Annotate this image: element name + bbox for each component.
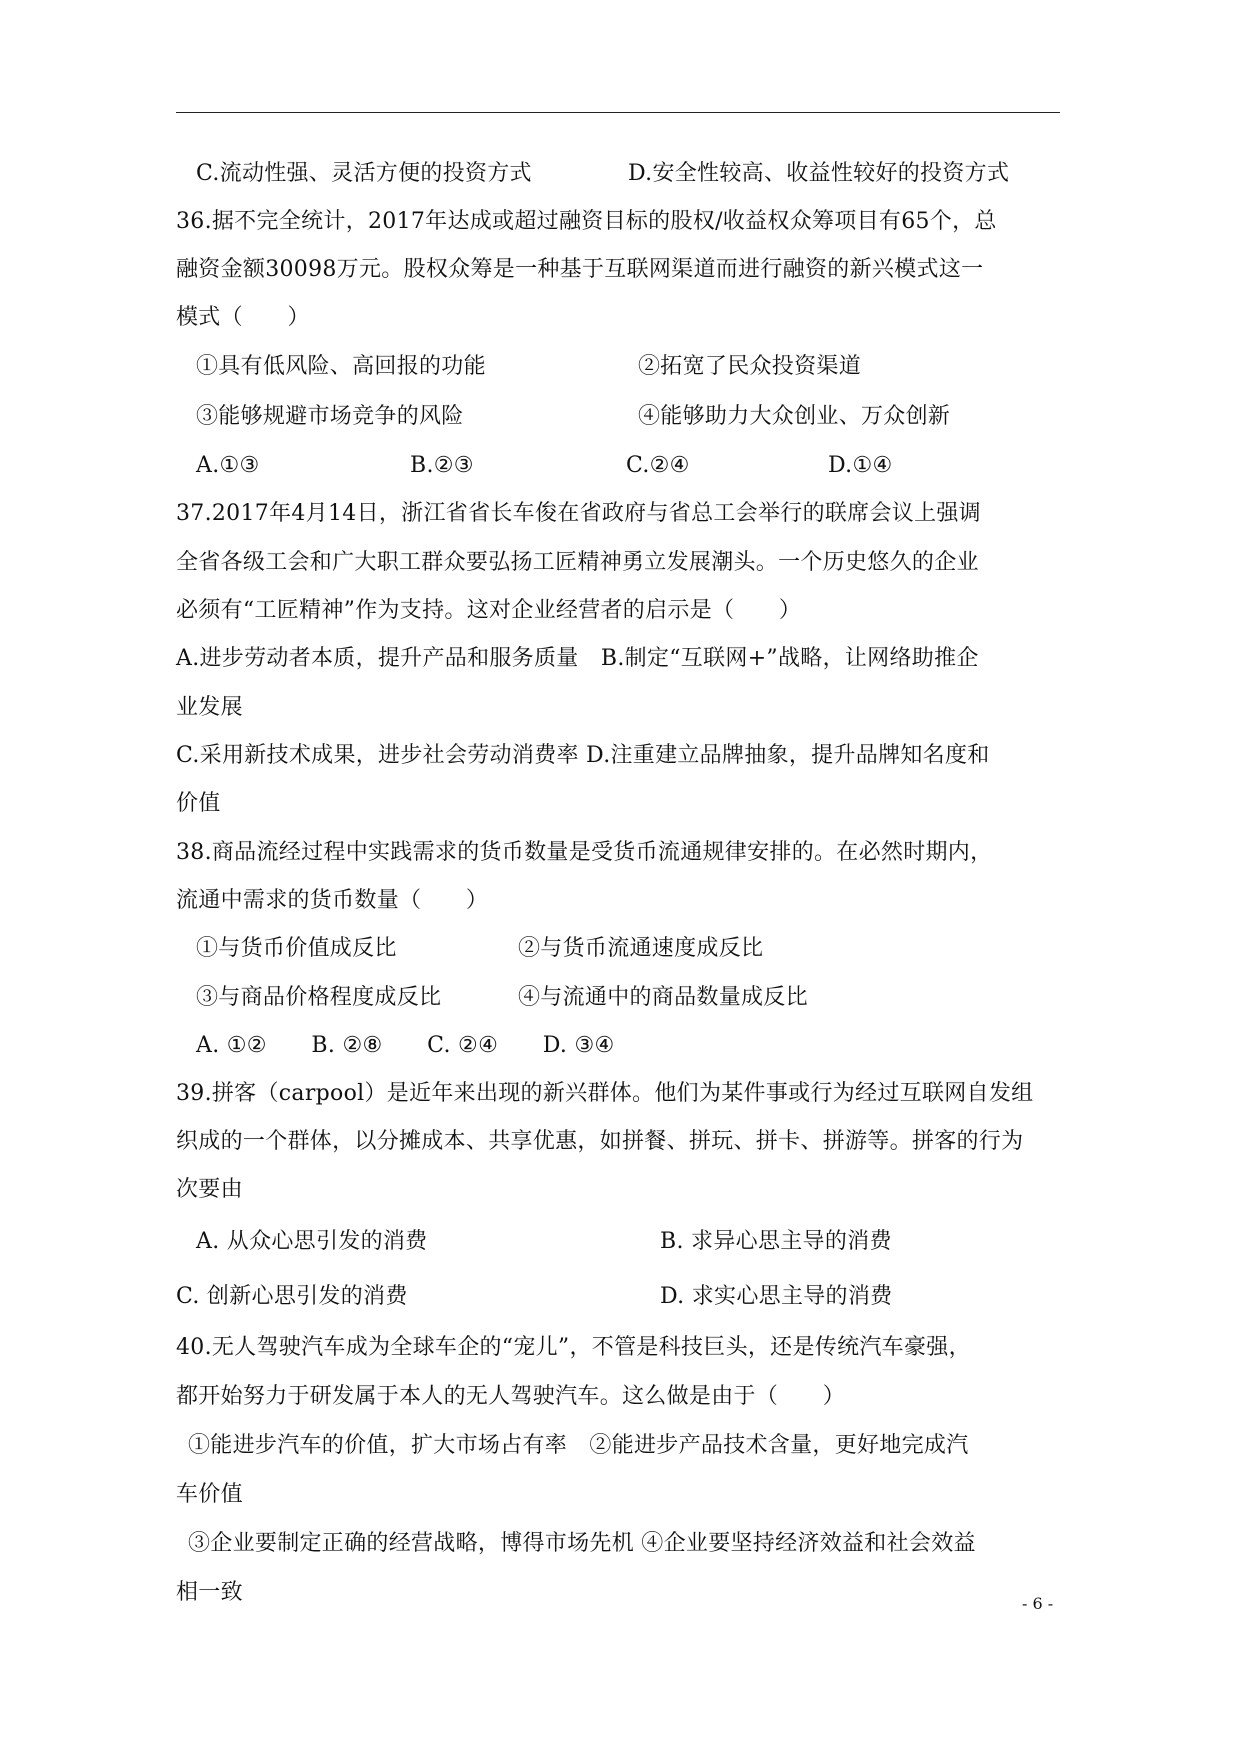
q35-option-d: D.安全性较高、收益性较好的投资方式 xyxy=(628,161,1010,186)
q38-item-3: ③与商品价格程度成反比 xyxy=(196,985,442,1010)
q39-stem-line-3: 次要由 xyxy=(176,1177,243,1202)
q36-stem-line-3: 模式（ ） xyxy=(176,305,310,330)
q35-option-c: C.流动性强、灵活方便的投资方式 xyxy=(196,161,532,186)
q38-stem-line-2: 流通中需求的货币数量（ ） xyxy=(176,888,489,913)
q38-options: A. ①② B. ②⑧ C. ②④ D. ③④ xyxy=(196,1033,615,1058)
q38-item-1: ①与货币价值成反比 xyxy=(196,936,397,961)
q39-stem-line-2: 织成的一个群体，以分摊成本、共享优惠，如拼餐、拼玩、拼卡、拼游等。拼客的行为 xyxy=(176,1129,1024,1154)
q40-items-34: ③企业要制定正确的经营战略，博得市场先机 ④企业要坚持经济效益和社会效益 xyxy=(188,1531,976,1556)
q40-items-12: ①能进步汽车的价值，扩大市场占有率 ②能进步产品技术含量，更好地完成汽 xyxy=(188,1433,969,1458)
q40-stem-line-2: 都开始努力于研发属于本人的无人驾驶汽车。这么做是由于（ ） xyxy=(176,1384,846,1409)
q37-stem-line-3: 必须有“工匠精神”作为支持。这对企业经营者的启示是（ ） xyxy=(176,598,802,623)
q40-items-12-cont: 车价值 xyxy=(176,1482,243,1507)
q39-stem-line-1: 39.拼客（carpool）是近年来出现的新兴群体。他们为某件事或行为经过互联网自发组 xyxy=(176,1081,1034,1106)
q39-option-a: A. 从众心思引发的消费 xyxy=(196,1229,428,1254)
q39-option-c: C. 创新心思引发的消费 xyxy=(176,1284,408,1309)
q36-option-a: A.①③ xyxy=(196,453,260,478)
q38-item-4: ④与流通中的商品数量成反比 xyxy=(518,985,808,1010)
q36-option-d: D.①④ xyxy=(828,453,893,478)
q36-stem-line-1: 36.据不完全统计，2017年达成或超过融资目标的股权/收益权众筹项目有65个，总 xyxy=(176,209,997,234)
q37-stem-line-2: 全省各级工会和广大职工群众要弘扬工匠精神勇立发展潮头。一个历史悠久的企业 xyxy=(176,550,979,575)
q37-options-cd: C.采用新技术成果，进步社会劳动消费率 D.注重建立品牌抽象，提升品牌知名度和 xyxy=(176,743,990,768)
q37-options-ab: A.进步劳动者本质，提升产品和服务质量 B.制定“互联网+”战略，让网络助推企 xyxy=(176,646,979,671)
q36-item-4: ④能够助力大众创业、万众创新 xyxy=(638,404,951,429)
q39-option-b: B. 求异心思主导的消费 xyxy=(660,1229,892,1254)
q36-item-3: ③能够规避市场竞争的风险 xyxy=(196,404,464,429)
q40-items-34-cont: 相一致 xyxy=(176,1580,243,1605)
header-rule xyxy=(176,112,1060,113)
q39-option-d: D. 求实心思主导的消费 xyxy=(660,1284,893,1309)
q37-stem-line-1: 37.2017年4月14日，浙江省省长车俊在省政府与省总工会举行的联席会议上强调 xyxy=(176,501,981,526)
q36-item-1: ①具有低风险、高回报的功能 xyxy=(196,354,486,379)
q38-stem-line-1: 38.商品流经过程中实践需求的货币数量是受货币流通规律安排的。在必然时期内， xyxy=(176,840,993,865)
q40-stem-line-1: 40.无人驾驶汽车成为全球车企的“宠儿”，不管是科技巨头，还是传统汽车豪强， xyxy=(176,1335,971,1360)
q36-item-2: ②拓宽了民众投资渠道 xyxy=(638,354,862,379)
page-number: - 6 - xyxy=(1022,1594,1054,1613)
q36-option-b: B.②③ xyxy=(410,453,474,478)
q36-option-c: C.②④ xyxy=(626,453,690,478)
q38-item-2: ②与货币流通速度成反比 xyxy=(518,936,764,961)
q37-options-cd-cont: 价值 xyxy=(176,791,221,816)
q36-stem-line-2: 融资金额30098万元。股权众筹是一种基于互联网渠道而进行融资的新兴模式这一 xyxy=(176,257,984,282)
q37-options-ab-cont: 业发展 xyxy=(176,695,243,720)
